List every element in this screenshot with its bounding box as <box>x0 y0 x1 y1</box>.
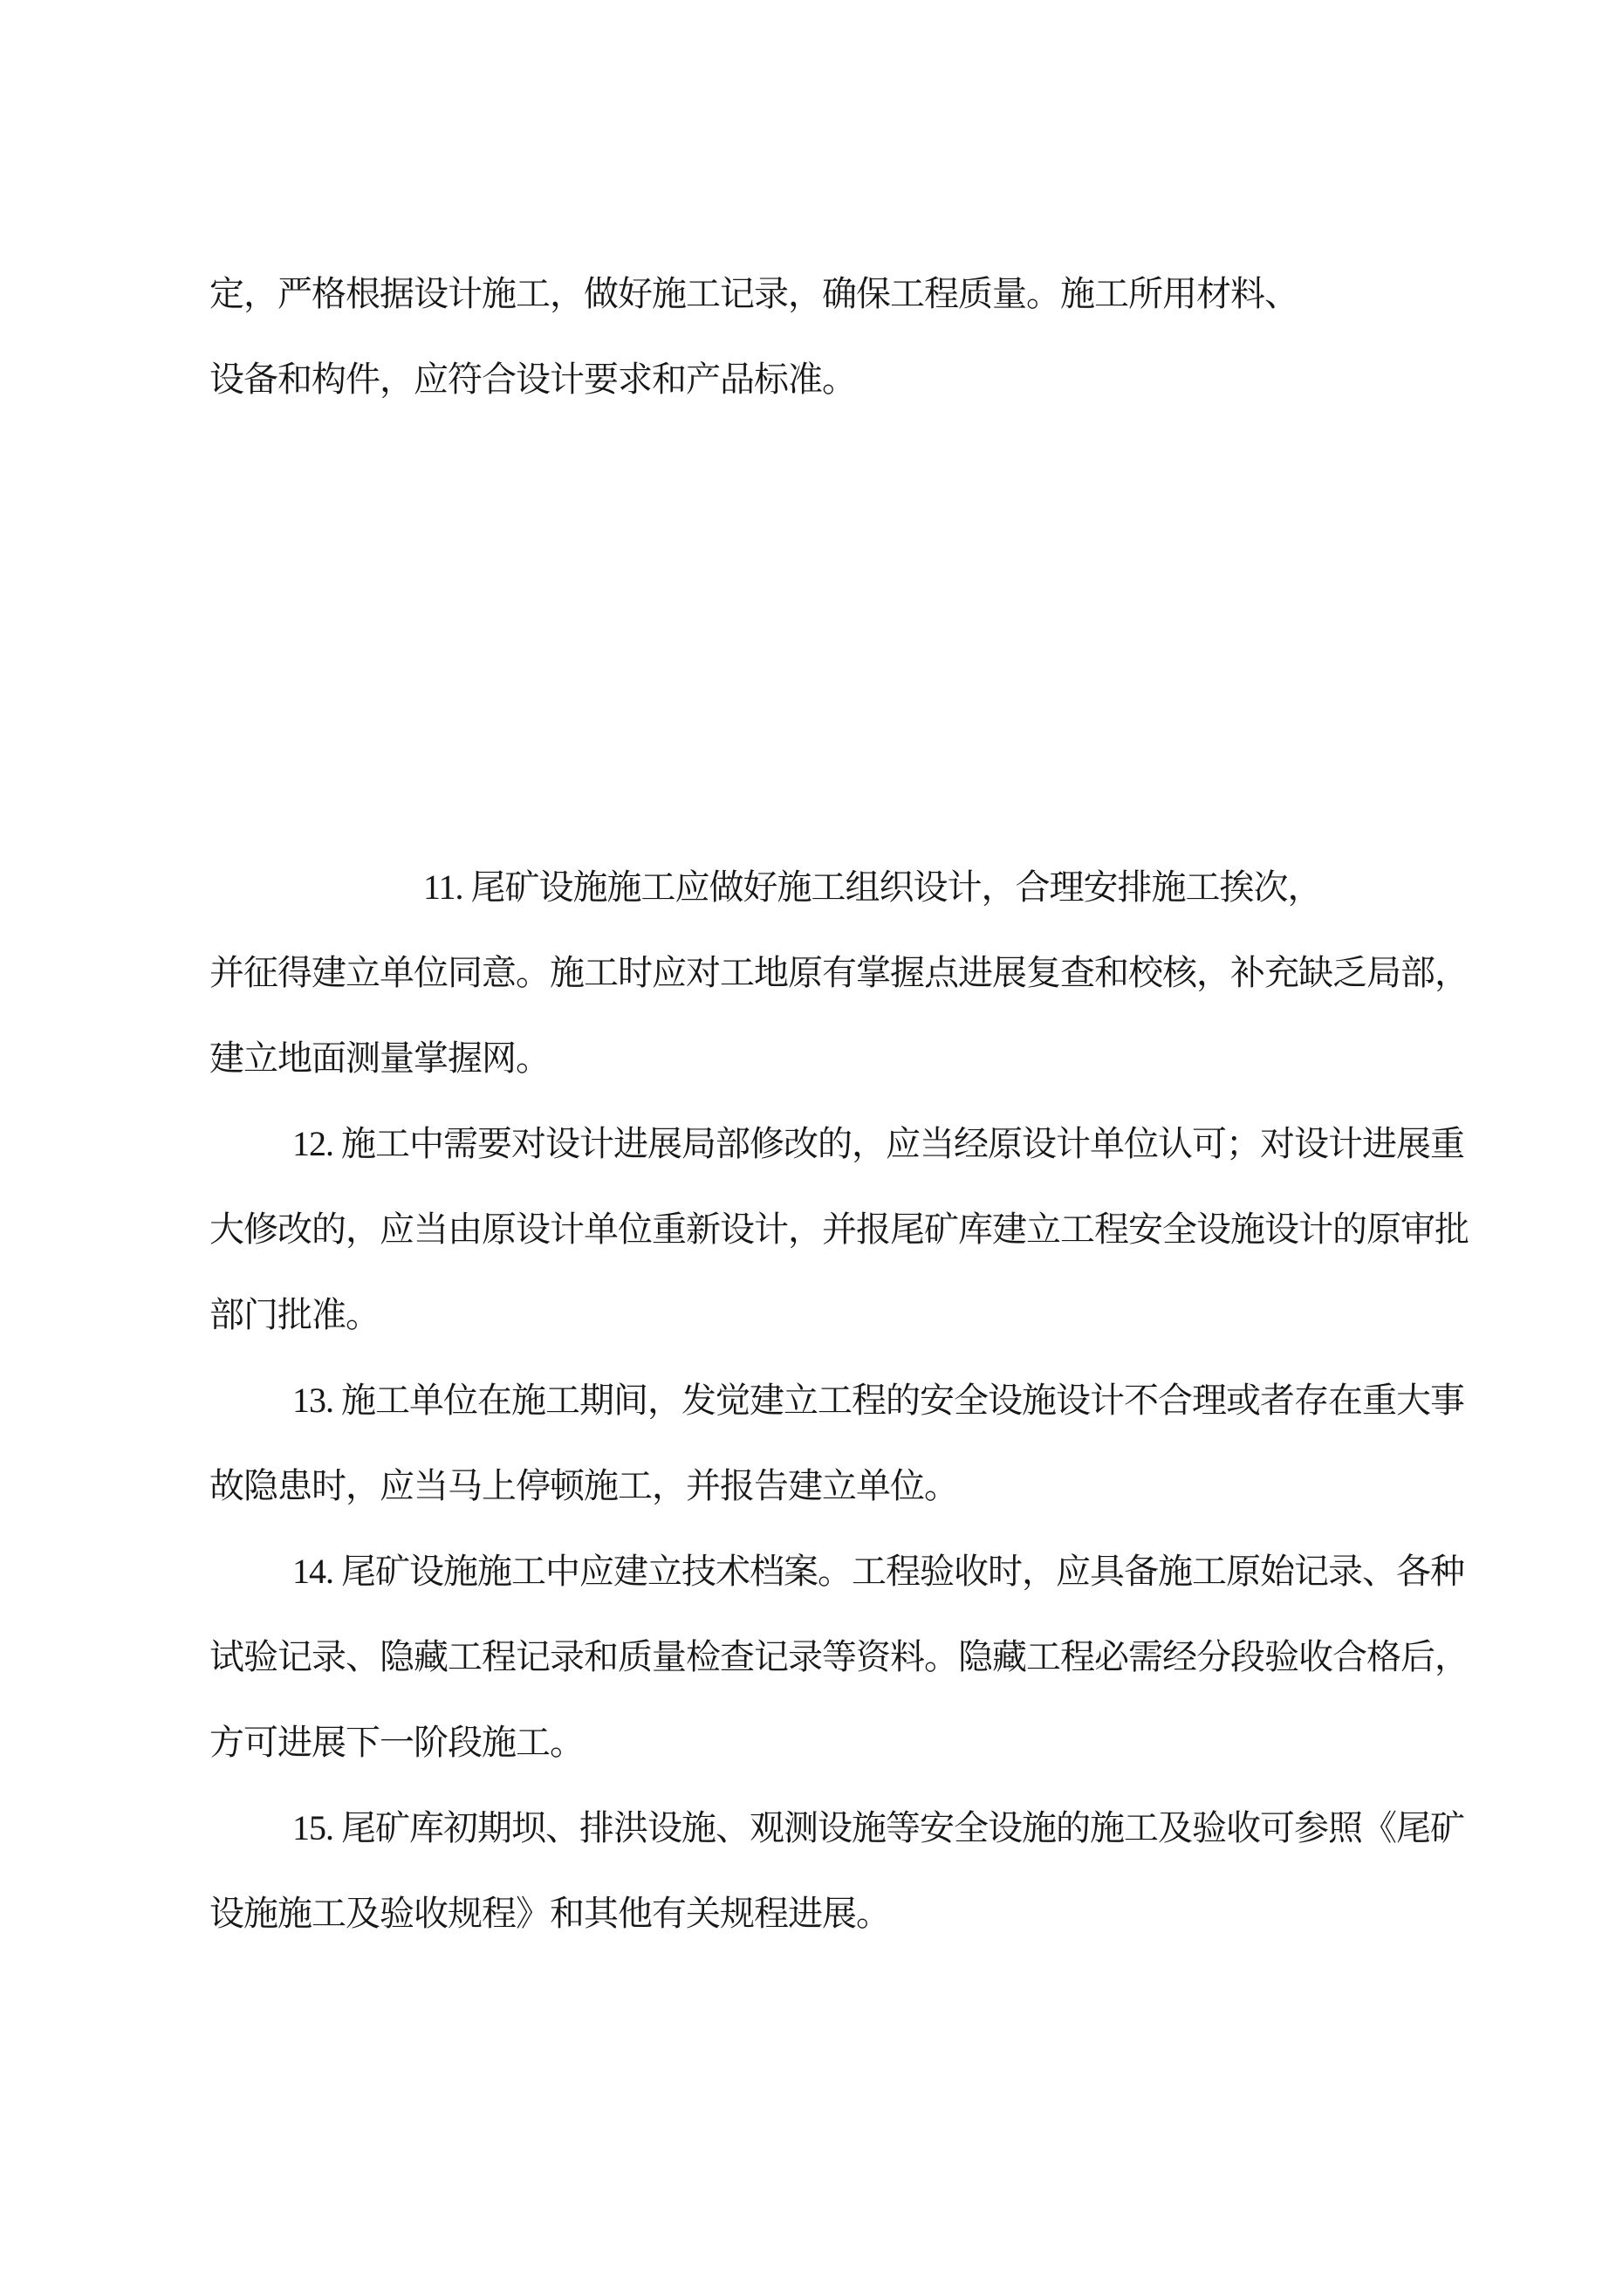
text-line: 13. 施工单位在施工期间，发觉建立工程的安全设施设计不合理或者存在重大事 <box>292 1381 1464 1420</box>
text-line: 试验记录、隐藏工程记录和质量检查记录等资料。隐藏工程必需经分段验收合格后， <box>209 1637 1469 1676</box>
text-line: 设施施工及验收规程》和其他有关规程进展。 <box>209 1894 890 1933</box>
text-line: 并征得建立单位同意。施工时应对工地原有掌握点进展复查和校核，补充缺乏局部， <box>209 953 1469 992</box>
text-line: 15. 尾矿库初期坝、排洪设施、观测设施等安全设施的施工及验收可参照《尾矿 <box>292 1808 1464 1847</box>
text-line: 方可进展下一阶段施工。 <box>209 1723 584 1762</box>
paragraph-continuation <box>209 251 1422 422</box>
text-line: 部门批准。 <box>209 1295 380 1334</box>
text-line: 故隐患时，应当马上停顿施工，并报告建立单位。 <box>209 1466 958 1505</box>
paragraph-item-14 <box>209 1529 1469 1785</box>
text-line: 11. 尾矿设施施工应做好施工组织设计，合理安排施工挨次， <box>423 867 1322 907</box>
text-line: 建立地面测量掌握网。 <box>209 1038 550 1078</box>
paragraph-item-15 <box>209 1785 1464 1957</box>
text-line: 设备和构件，应符合设计要求和产品标准。 <box>209 360 856 399</box>
text-line: 大修改的，应当由原设计单位重新设计，并报尾矿库建立工程安全设施设计的原审批 <box>209 1210 1469 1249</box>
paragraph-item-12 <box>209 1101 1469 1358</box>
paragraph-item-11 <box>209 845 1469 1101</box>
text-line: 定，严格根据设计施工，做好施工记录，确保工程质量。施工所用材料、 <box>209 274 1298 313</box>
text-line: 12. 施工中需要对设计进展局部修改的，应当经原设计单位认可；对设计进展重 <box>292 1124 1464 1163</box>
text-line: 14. 尾矿设施施工中应建立技术档案。工程验收时，应具备施工原始记录、各种 <box>292 1552 1464 1591</box>
paragraph-item-13 <box>209 1358 1464 1529</box>
